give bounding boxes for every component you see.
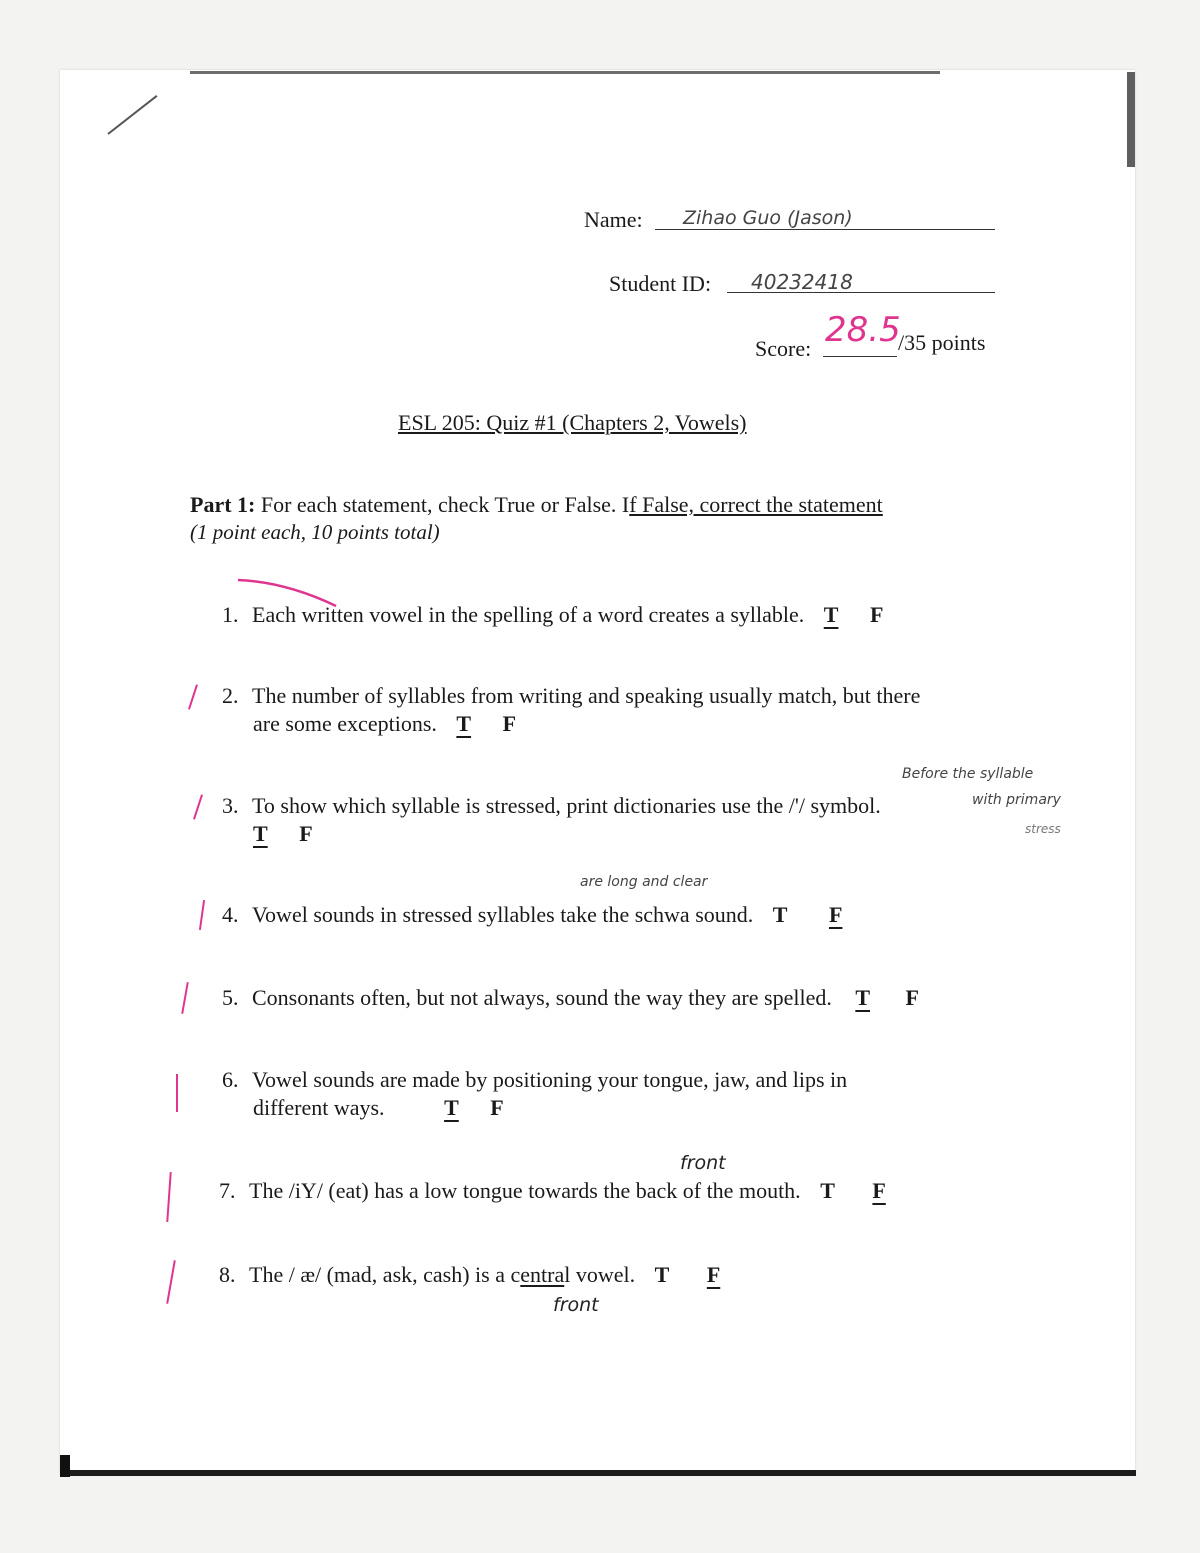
question-text: The /iY/ (eat) has a low tongue towards the back of the mouth. [249, 1178, 801, 1203]
annotation-q3-line2: with primary [972, 792, 1061, 808]
answer-false[interactable]: F [905, 985, 919, 1010]
question-text-corrected-word: entra [520, 1262, 565, 1287]
question-7 [219, 1178, 886, 1204]
answer-true[interactable]: T [444, 1095, 459, 1120]
paper-top-edge [190, 71, 940, 74]
question-6 [222, 1067, 847, 1093]
question-number: 7. [219, 1178, 236, 1203]
paper-right-edge [1127, 72, 1135, 167]
student-id-label: Student ID: [609, 271, 712, 296]
score-label: Score: [755, 336, 812, 361]
part1-points-note: (1 point each, 10 points total) [190, 520, 440, 544]
paper-bottom-edge [62, 1470, 1136, 1476]
part1-label: Part 1: [190, 492, 256, 517]
annotation-q3-line1: Before the syllable [902, 766, 1034, 782]
answer-false[interactable]: F [869, 602, 884, 627]
annotation-q4: are long and clear [580, 874, 708, 890]
question-3 [222, 793, 881, 819]
question-text-part-a: The / æ/ (mad, ask, cash) is a c [249, 1262, 521, 1287]
annotation-q8: front [553, 1294, 599, 1316]
question-5 [222, 985, 919, 1011]
answer-false[interactable]: F [706, 1262, 721, 1287]
answer-false[interactable]: F [299, 821, 313, 846]
score-value: 28.5 [825, 310, 901, 350]
question-number: 2. [222, 683, 239, 708]
question-2 [222, 683, 920, 709]
answer-false[interactable]: F [502, 711, 517, 736]
answer-true[interactable]: T [823, 602, 839, 627]
question-text-continued: different ways. [253, 1095, 385, 1120]
paper-corner-shadow [60, 1455, 70, 1477]
annotation-q3-line3: stress [1025, 822, 1061, 836]
answer-false[interactable]: F [872, 1178, 886, 1203]
question-text-continued: are some exceptions. [253, 711, 437, 736]
question-text: Consonants often, but not always, sound the way they are spelled. [252, 985, 832, 1010]
student-id-value: 40232418 [751, 270, 853, 294]
name-label: Name: [584, 207, 643, 232]
answer-true[interactable]: T [820, 1178, 835, 1203]
name-value: Zihao Guo (Jason) [683, 207, 853, 229]
question-number: 8. [219, 1262, 236, 1287]
annotation-q7: front [680, 1152, 726, 1174]
part1-instruction [190, 492, 883, 518]
question-number: 4. [222, 902, 239, 927]
answer-true[interactable]: T [654, 1262, 670, 1287]
question-6-line2 [253, 1095, 504, 1121]
question-8 [219, 1262, 720, 1288]
question-1 [222, 602, 883, 628]
question-text: Vowel sounds in stressed syllables take the schwa sound. [252, 902, 754, 927]
quiz-title: ESL 205: Quiz #1 (Chapters 2, Vowels) [398, 410, 747, 435]
part1-instruction-underlined: f False, correct the statement [629, 492, 883, 517]
answer-true[interactable]: T [772, 902, 788, 927]
answer-false[interactable]: F [490, 1095, 504, 1120]
score-total: /35 points [898, 330, 986, 355]
score-line [823, 310, 901, 357]
question-text-part-c: l vowel. [564, 1262, 636, 1287]
part1-instruction-text: For each statement, check True or False. I [260, 492, 630, 517]
question-text: Vowel sounds are made by positioning your tongue, jaw, and lips in [252, 1067, 848, 1092]
student-id-line [727, 268, 995, 293]
question-number: 3. [222, 793, 239, 818]
question-3-answers [253, 821, 313, 847]
answer-true[interactable]: T [253, 821, 268, 846]
grading-check-mark [176, 1074, 178, 1112]
answer-true[interactable]: T [456, 711, 472, 736]
question-2-line2 [253, 711, 516, 737]
question-4 [222, 902, 842, 928]
question-text: The number of syllables from writing and speaking usually match, but there [252, 683, 921, 708]
question-number: 5. [222, 985, 239, 1010]
answer-true[interactable]: T [855, 985, 871, 1010]
question-number: 6. [222, 1067, 239, 1092]
question-text: To show which syllable is stressed, print dictionaries use the /'/ symbol. [252, 793, 881, 818]
answer-false[interactable]: F [828, 902, 843, 927]
question-text: Each written vowel in the spelling of a word creates a syllable. [252, 602, 805, 627]
name-line [655, 205, 995, 230]
question-number: 1. [222, 602, 239, 627]
